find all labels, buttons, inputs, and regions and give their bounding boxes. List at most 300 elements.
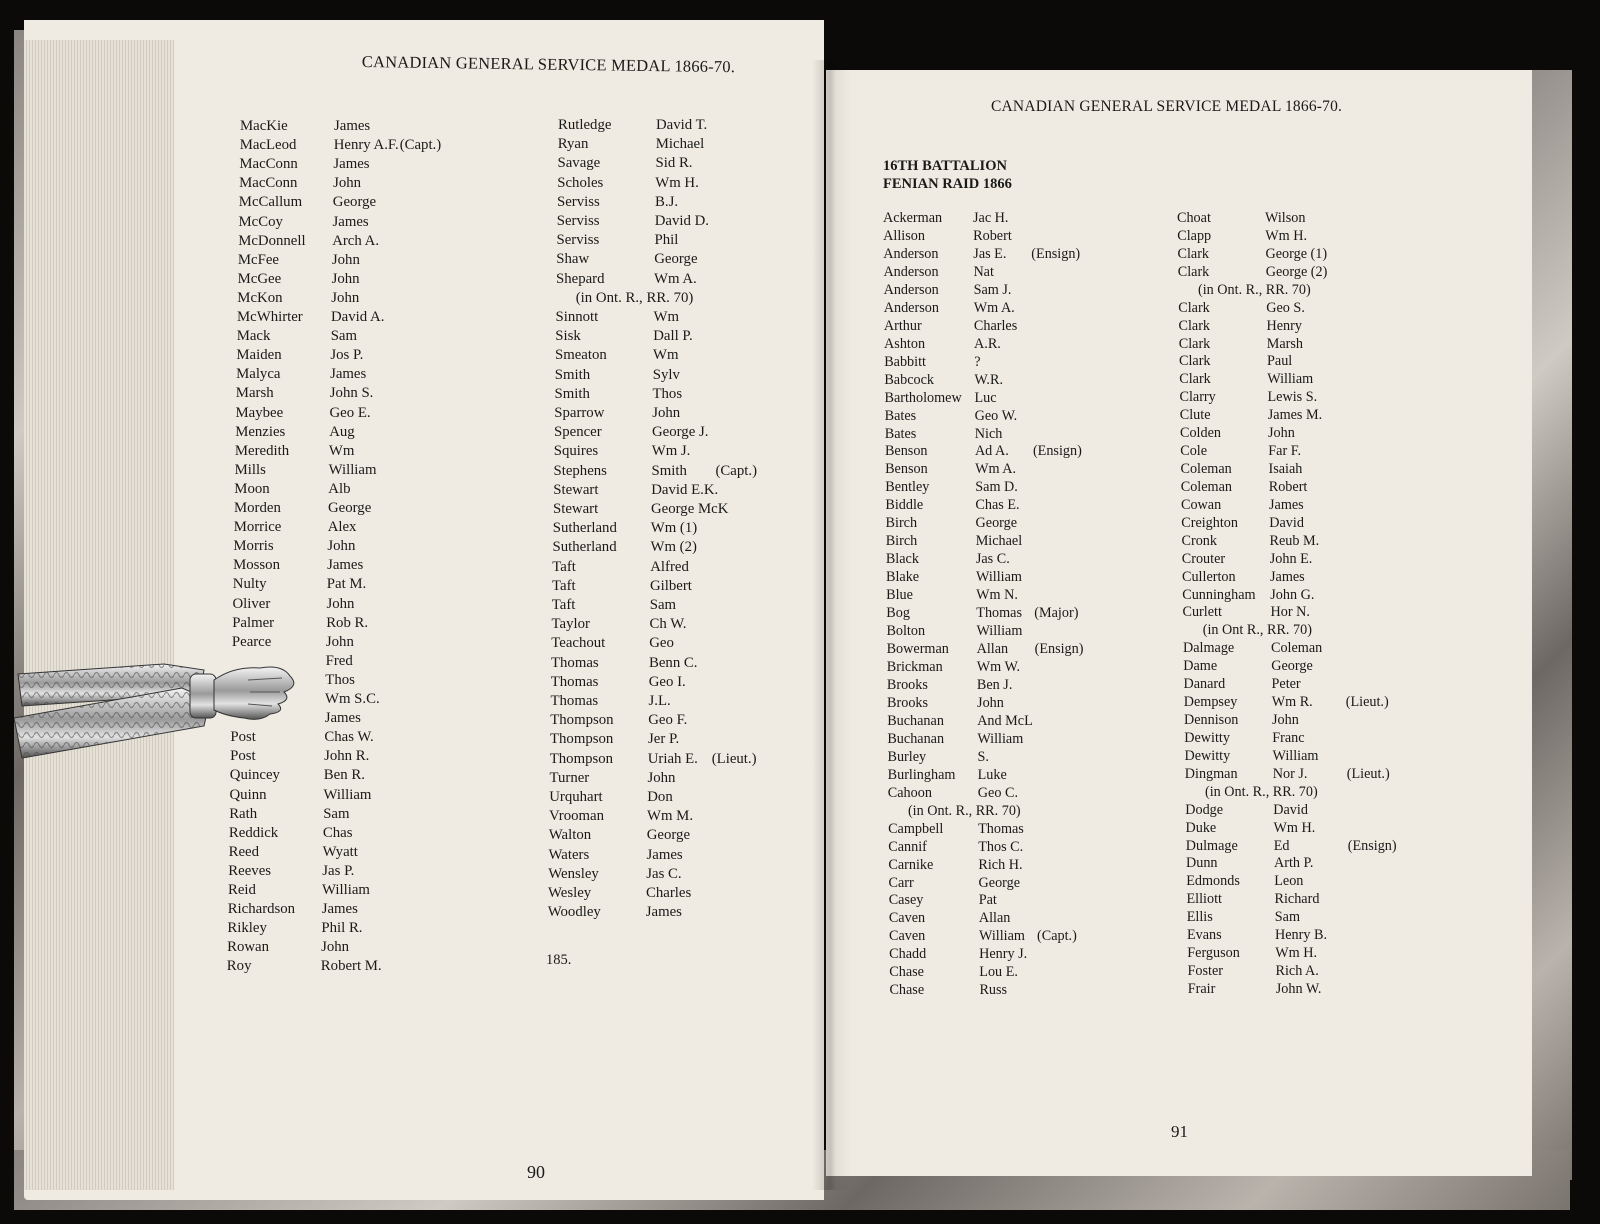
given-name: Michael <box>655 136 705 153</box>
surname: Post <box>230 729 256 746</box>
given-name: William <box>323 786 372 803</box>
surname: Cowan <box>1181 496 1222 513</box>
surname: Blue <box>886 587 913 604</box>
surname: Dame <box>1183 658 1218 675</box>
surname: Dempsey <box>1183 694 1238 711</box>
rank-note: (Capt.) <box>715 462 758 479</box>
given-name: Geo E. <box>329 404 371 421</box>
given-name: Wm <box>653 347 679 364</box>
given-name: Wm S.C. <box>325 691 380 707</box>
surname: Choat <box>1177 210 1211 226</box>
given-name: John <box>333 175 362 192</box>
right-page-heading: CANADIAN GENERAL SERVICE MEDAL 1866-70. <box>991 98 1343 115</box>
surname: Foster <box>1187 963 1223 980</box>
surname: Birch <box>885 515 918 532</box>
given-name: Sylv <box>652 366 680 383</box>
given-name: Sam J. <box>973 281 1012 298</box>
surname: Thomas <box>550 673 599 690</box>
given-name: Leon <box>1274 873 1304 890</box>
surname: Menzies <box>235 423 286 440</box>
surname: Ryan <box>557 136 589 153</box>
surname: Edmonds <box>1186 873 1240 890</box>
left-page-number: 90 <box>527 1162 545 1182</box>
given-name: James <box>321 901 358 918</box>
given-name: William <box>977 730 1024 747</box>
surname: Sparrow <box>554 405 605 421</box>
given-name: John W. <box>1275 980 1322 997</box>
given-name: Alfred <box>650 558 689 575</box>
surname: Cahoon <box>887 784 932 801</box>
surname: Maiden <box>236 347 282 364</box>
given-name: George (2) <box>1265 263 1328 280</box>
surname: Morris <box>233 538 274 555</box>
given-name: Allan <box>978 910 1011 927</box>
surname: Dulmage <box>1185 837 1238 854</box>
section-title-battalion: 16TH BATTALION <box>883 158 1007 174</box>
given-name: Sid R. <box>655 155 693 172</box>
surname: Clark <box>1177 263 1210 280</box>
surname: Creighton <box>1181 514 1238 531</box>
given-name: James <box>1270 568 1305 585</box>
given-name: James <box>332 213 369 230</box>
surname: Cole <box>1180 443 1208 460</box>
surname: Roy <box>226 958 252 975</box>
surname: Crouter <box>1181 550 1226 567</box>
surname: Dunn <box>1186 855 1218 872</box>
given-name: George <box>1271 658 1313 675</box>
given-name: Lewis S. <box>1267 389 1318 406</box>
surname: Arthur <box>883 317 922 334</box>
given-name: Geo C. <box>977 784 1018 801</box>
surname: Thompson <box>550 731 614 748</box>
surname: McKon <box>237 289 283 306</box>
surname: Thomas <box>551 654 599 671</box>
surname: Mack <box>236 328 271 345</box>
surname: Stewart <box>553 501 599 517</box>
surname: Chase <box>889 982 925 999</box>
given-name: Charles <box>646 885 692 901</box>
given-name: James <box>645 904 682 921</box>
given-name: John E. <box>1269 550 1313 567</box>
surname: Pearce <box>231 633 272 650</box>
surname: Blake <box>886 569 920 586</box>
given-name: David <box>1269 514 1304 531</box>
given-name: Nor J. <box>1272 765 1308 782</box>
surname: Ackerman <box>883 210 943 226</box>
given-name: Dall P. <box>653 328 693 345</box>
given-name: Sam <box>649 597 677 613</box>
given-name: Phil R. <box>321 920 363 937</box>
surname: MacConn <box>239 175 298 192</box>
surname: Serviss <box>556 232 600 249</box>
surname: Mills <box>234 461 266 478</box>
given-name: Henry A.F. <box>333 137 399 154</box>
rank-note: (Lieut.) <box>1346 765 1390 782</box>
surname: Benson <box>884 443 928 460</box>
surname: Thompson <box>550 712 614 729</box>
given-name: John <box>326 595 355 612</box>
given-name: Pat M. <box>326 576 367 593</box>
given-name: George <box>654 251 698 268</box>
surname: Chase <box>889 964 924 981</box>
surname: Allison <box>883 227 925 244</box>
rank-note: (Ensign) <box>1034 641 1084 658</box>
surname: Nulty <box>232 576 267 593</box>
given-name: David E.K. <box>651 481 719 498</box>
given-name: George <box>978 874 1021 891</box>
surname: McCoy <box>238 213 283 230</box>
surname: Reeves <box>228 862 272 879</box>
given-name: David T. <box>656 117 708 133</box>
given-name: Don <box>647 789 673 805</box>
given-name: John <box>652 405 681 421</box>
surname: Black <box>885 551 919 568</box>
given-name: Ed <box>1273 837 1290 854</box>
surname: Babcock <box>884 371 934 388</box>
given-name: Wm (1) <box>650 520 698 537</box>
surname: Rutledge <box>558 117 612 133</box>
surname: Anderson <box>883 281 939 298</box>
given-name: John <box>331 270 360 287</box>
surname: Marsh <box>235 385 274 402</box>
given-name: Smith <box>651 462 687 479</box>
given-name: Thomas <box>978 820 1024 837</box>
given-name: William <box>979 928 1025 945</box>
surname: Cunningham <box>1182 586 1256 603</box>
given-name: John G. <box>1270 586 1315 603</box>
surname: Rikley <box>227 920 267 937</box>
given-name: John <box>331 251 360 268</box>
given-name: Wm H. <box>1265 227 1308 244</box>
surname: Morrice <box>233 519 282 536</box>
given-name: S. <box>977 748 989 765</box>
given-name: Geo W. <box>974 407 1018 424</box>
given-name: Ben R. <box>323 767 365 784</box>
surname: Dalmage <box>1183 640 1235 657</box>
given-name: Hor N. <box>1270 604 1310 621</box>
given-name: Uriah E. <box>647 750 698 767</box>
given-name: Wm W. <box>976 659 1021 675</box>
given-name: Sam <box>1274 909 1300 926</box>
rank-note: (Major) <box>1034 605 1079 622</box>
surname: Anderson <box>883 263 939 280</box>
surname: Sisk <box>555 328 581 345</box>
given-name: James <box>330 366 367 383</box>
given-name: Fred <box>325 652 353 669</box>
given-name: Chas <box>322 824 353 841</box>
given-name: Phil <box>654 232 679 249</box>
surname: Biddle <box>885 497 924 514</box>
given-name: Franc <box>1272 729 1305 746</box>
surname: Post <box>230 748 256 765</box>
given-name: Nich <box>974 425 1003 442</box>
surname: Morden <box>234 500 281 516</box>
given-name: John <box>977 694 1004 711</box>
given-name: George (1) <box>1265 245 1328 262</box>
given-name: James <box>327 557 364 574</box>
surname: Brooks <box>887 694 929 711</box>
given-name: Robert <box>973 227 1012 244</box>
surname: Shepard <box>556 270 605 287</box>
surname: Meredith <box>234 442 290 459</box>
given-name: Rich A. <box>1275 963 1319 980</box>
surname: Taft <box>551 597 576 613</box>
given-name: David D. <box>654 213 709 229</box>
given-name: ? <box>974 353 981 370</box>
given-name: Benn C. <box>649 654 698 671</box>
given-name: James <box>324 710 361 727</box>
surname: Coleman <box>1180 461 1232 478</box>
given-name: Wm <box>328 442 355 459</box>
given-name: Wm H. <box>655 174 699 191</box>
given-name: Henry J. <box>979 946 1028 963</box>
surname: Reid <box>228 882 256 898</box>
surname: Burlingham <box>887 766 956 783</box>
surname: Thomas <box>550 693 599 709</box>
surname: Birch <box>885 533 918 550</box>
given-name: John <box>1268 425 1295 442</box>
given-name: Thos <box>652 385 683 402</box>
surname: Cronk <box>1181 532 1217 549</box>
surname: Duke <box>1185 819 1217 836</box>
surname: Dennison <box>1184 712 1239 729</box>
given-name: John <box>331 289 360 306</box>
rank-note: (Ensign) <box>1032 443 1082 460</box>
given-name: Jos P. <box>330 347 364 364</box>
given-name: Jas E. <box>973 245 1007 262</box>
surname: Dingman <box>1184 765 1238 782</box>
given-name: James <box>1269 496 1304 513</box>
surname: Sutherland <box>552 520 617 537</box>
surname: Frair <box>1187 980 1216 997</box>
surname: Chadd <box>889 946 927 963</box>
surname: Coleman <box>1180 478 1232 495</box>
surname: Turner <box>549 769 590 786</box>
given-name: Michael <box>975 533 1023 550</box>
surname: Clark <box>1178 299 1210 316</box>
given-name: Jas C. <box>975 551 1010 568</box>
given-name: Wm H. <box>1275 945 1318 962</box>
given-name: Sam <box>330 328 357 345</box>
given-name: Charles <box>973 317 1018 334</box>
surname: Clark <box>1178 317 1211 334</box>
regiment-note: (in Ont R., RR. 70) <box>1202 622 1312 639</box>
left-page-heading: CANADIAN GENERAL SERVICE MEDAL 1866-70. <box>361 52 736 77</box>
given-name: Isaiah <box>1268 461 1303 478</box>
given-name: Peter <box>1271 676 1301 693</box>
regiment-note: (in Ont. R., RR. 70) <box>575 289 694 306</box>
surname: Clark <box>1179 353 1211 370</box>
given-name: Coleman <box>1271 640 1323 657</box>
given-name: Wm J. <box>651 443 691 460</box>
book-gutter <box>812 60 852 1190</box>
given-name: Paul <box>1267 353 1293 370</box>
given-name: Far F. <box>1268 443 1302 460</box>
surname: MacConn <box>239 156 298 173</box>
surname: Burley <box>887 748 927 765</box>
rank-note: (Capt.) <box>1037 928 1077 945</box>
surname: Savage <box>557 155 601 172</box>
given-name: Ch W. <box>649 616 687 633</box>
surname: McDonnell <box>238 232 306 249</box>
given-name: Ad A. <box>974 443 1009 460</box>
surname: Maybee <box>235 404 284 421</box>
surname: Squires <box>553 443 599 460</box>
surname: Richardson <box>227 901 296 918</box>
given-name: Wm M. <box>647 808 694 825</box>
regiment-note: (in Ont. R., RR. 70) <box>1205 783 1318 800</box>
surname: McCallum <box>238 194 303 211</box>
surname: Rath <box>229 805 258 822</box>
given-name: William <box>1267 371 1314 388</box>
given-name: George <box>646 827 691 844</box>
given-name: Geo S. <box>1266 299 1305 316</box>
surname: Elliott <box>1186 891 1222 908</box>
surname: Wesley <box>548 885 592 901</box>
given-name: And McL <box>977 712 1033 729</box>
given-name: Gilbert <box>650 577 692 594</box>
surname: Smith <box>554 366 591 383</box>
given-name: Geo <box>649 635 674 652</box>
given-name: William <box>328 461 377 478</box>
surname: McFee <box>237 251 279 268</box>
surname: Evans <box>1187 927 1222 944</box>
surname: Waters <box>548 846 590 863</box>
surname: Oliver <box>232 595 271 612</box>
surname: Bowerman <box>886 641 949 658</box>
surname: Sutherland <box>552 539 617 556</box>
given-name: John <box>325 633 354 650</box>
given-name: Wm H. <box>1273 819 1316 836</box>
given-name: Nat <box>973 263 994 280</box>
surname: Anderson <box>883 299 939 316</box>
surname: Woodley <box>547 904 601 921</box>
surname: Clapp <box>1177 227 1212 244</box>
surname: Bolton <box>886 623 926 640</box>
surname: Mosson <box>233 557 280 574</box>
given-name: Pat <box>978 892 997 909</box>
given-name: William <box>976 623 1023 640</box>
surname: Smith <box>554 385 590 402</box>
given-name: Luke <box>977 766 1007 783</box>
page-edges <box>24 40 174 1190</box>
surname: Clark <box>1178 335 1211 352</box>
surname: Scholes <box>557 174 604 191</box>
section-title-raid: FENIAN RAID 1866 <box>883 176 1012 192</box>
given-name: Wm (2) <box>650 539 697 556</box>
surname: Sinnott <box>555 309 599 325</box>
surname: Quincey <box>229 767 280 784</box>
given-name: Russ <box>979 982 1008 999</box>
surname: Colden <box>1180 425 1221 442</box>
rank-note: (Lieut.) <box>1345 694 1389 711</box>
given-name: B.J. <box>655 193 679 210</box>
right-page-number: 91 <box>1171 1122 1188 1141</box>
surname: Dodge <box>1185 801 1224 818</box>
rank-note: (Capt.) <box>399 137 442 154</box>
surname: Campbell <box>888 820 944 837</box>
given-name: Chas W. <box>324 729 374 746</box>
surname: Reed <box>228 843 259 860</box>
given-name: William <box>322 882 370 898</box>
surname: Anderson <box>883 245 939 262</box>
surname: Dewitty <box>1184 747 1231 764</box>
surname: Serviss <box>556 213 600 229</box>
given-name: George <box>328 500 372 516</box>
given-name: Sam D. <box>975 479 1018 496</box>
surname: Bog <box>886 605 910 622</box>
surname: Teachout <box>551 635 606 652</box>
given-name: Wyatt <box>322 843 358 860</box>
surname: Stephens <box>553 462 607 479</box>
given-name: Reub M. <box>1269 532 1320 549</box>
surname: Wensley <box>548 865 599 882</box>
surname: Caven <box>889 928 926 945</box>
given-name: Wilson <box>1265 210 1306 226</box>
given-name: Wm A. <box>975 461 1017 478</box>
given-name: Wm <box>653 309 679 325</box>
surname: Reddick <box>228 824 279 841</box>
given-name: Wm A. <box>973 299 1015 316</box>
surname: Taylor <box>551 616 590 633</box>
given-name: Thos C. <box>978 838 1024 855</box>
surname: Moon <box>234 480 270 497</box>
surname: Curlett <box>1182 604 1222 621</box>
surname: Bates <box>884 407 917 424</box>
regiment-note: (in Ont. R., RR. 70) <box>907 802 1021 819</box>
given-name: David A. <box>331 309 385 325</box>
given-name: John <box>321 939 350 956</box>
left-page-footer-note: 185. <box>546 952 572 968</box>
surname: Buchanan <box>887 730 945 747</box>
surname: Stewart <box>553 481 599 498</box>
given-name: Sam <box>323 805 350 822</box>
surname: Rowan <box>227 939 270 956</box>
surname: Serviss <box>557 193 600 210</box>
given-name: William <box>1272 747 1319 764</box>
given-name: Arch A. <box>332 232 380 249</box>
given-name: Geo F. <box>648 712 688 729</box>
given-name: Allan <box>976 641 1009 658</box>
rank-note: (Ensign) <box>1031 245 1081 262</box>
given-name: John <box>1272 712 1299 729</box>
surname: Ashton <box>884 335 926 352</box>
surname: Brickman <box>886 659 943 675</box>
surname: Benson <box>885 461 928 478</box>
surname: Cannif <box>888 838 927 855</box>
given-name: Henry B. <box>1275 927 1328 944</box>
given-name: James <box>334 118 371 134</box>
surname: Dewitty <box>1184 729 1230 746</box>
given-name: George McK <box>651 501 729 517</box>
given-name: Jac H. <box>973 210 1009 226</box>
surname: Buchanan <box>887 712 944 729</box>
surname: MacKie <box>240 118 288 134</box>
given-name: Jas P. <box>322 862 355 879</box>
surname: Shaw <box>556 251 590 268</box>
surname: MacLeod <box>239 137 297 154</box>
given-name: W.R. <box>974 371 1003 388</box>
surname: Ellis <box>1186 909 1213 926</box>
given-name: Thos <box>325 671 355 688</box>
given-name: J.L. <box>648 693 671 709</box>
surname: Clark <box>1179 371 1211 388</box>
surname: Caven <box>888 910 926 927</box>
given-name: Wm N. <box>976 587 1018 604</box>
surname: Bartholomew <box>884 389 962 406</box>
surname: Ferguson <box>1187 945 1240 962</box>
given-name: Wm A. <box>654 270 697 287</box>
